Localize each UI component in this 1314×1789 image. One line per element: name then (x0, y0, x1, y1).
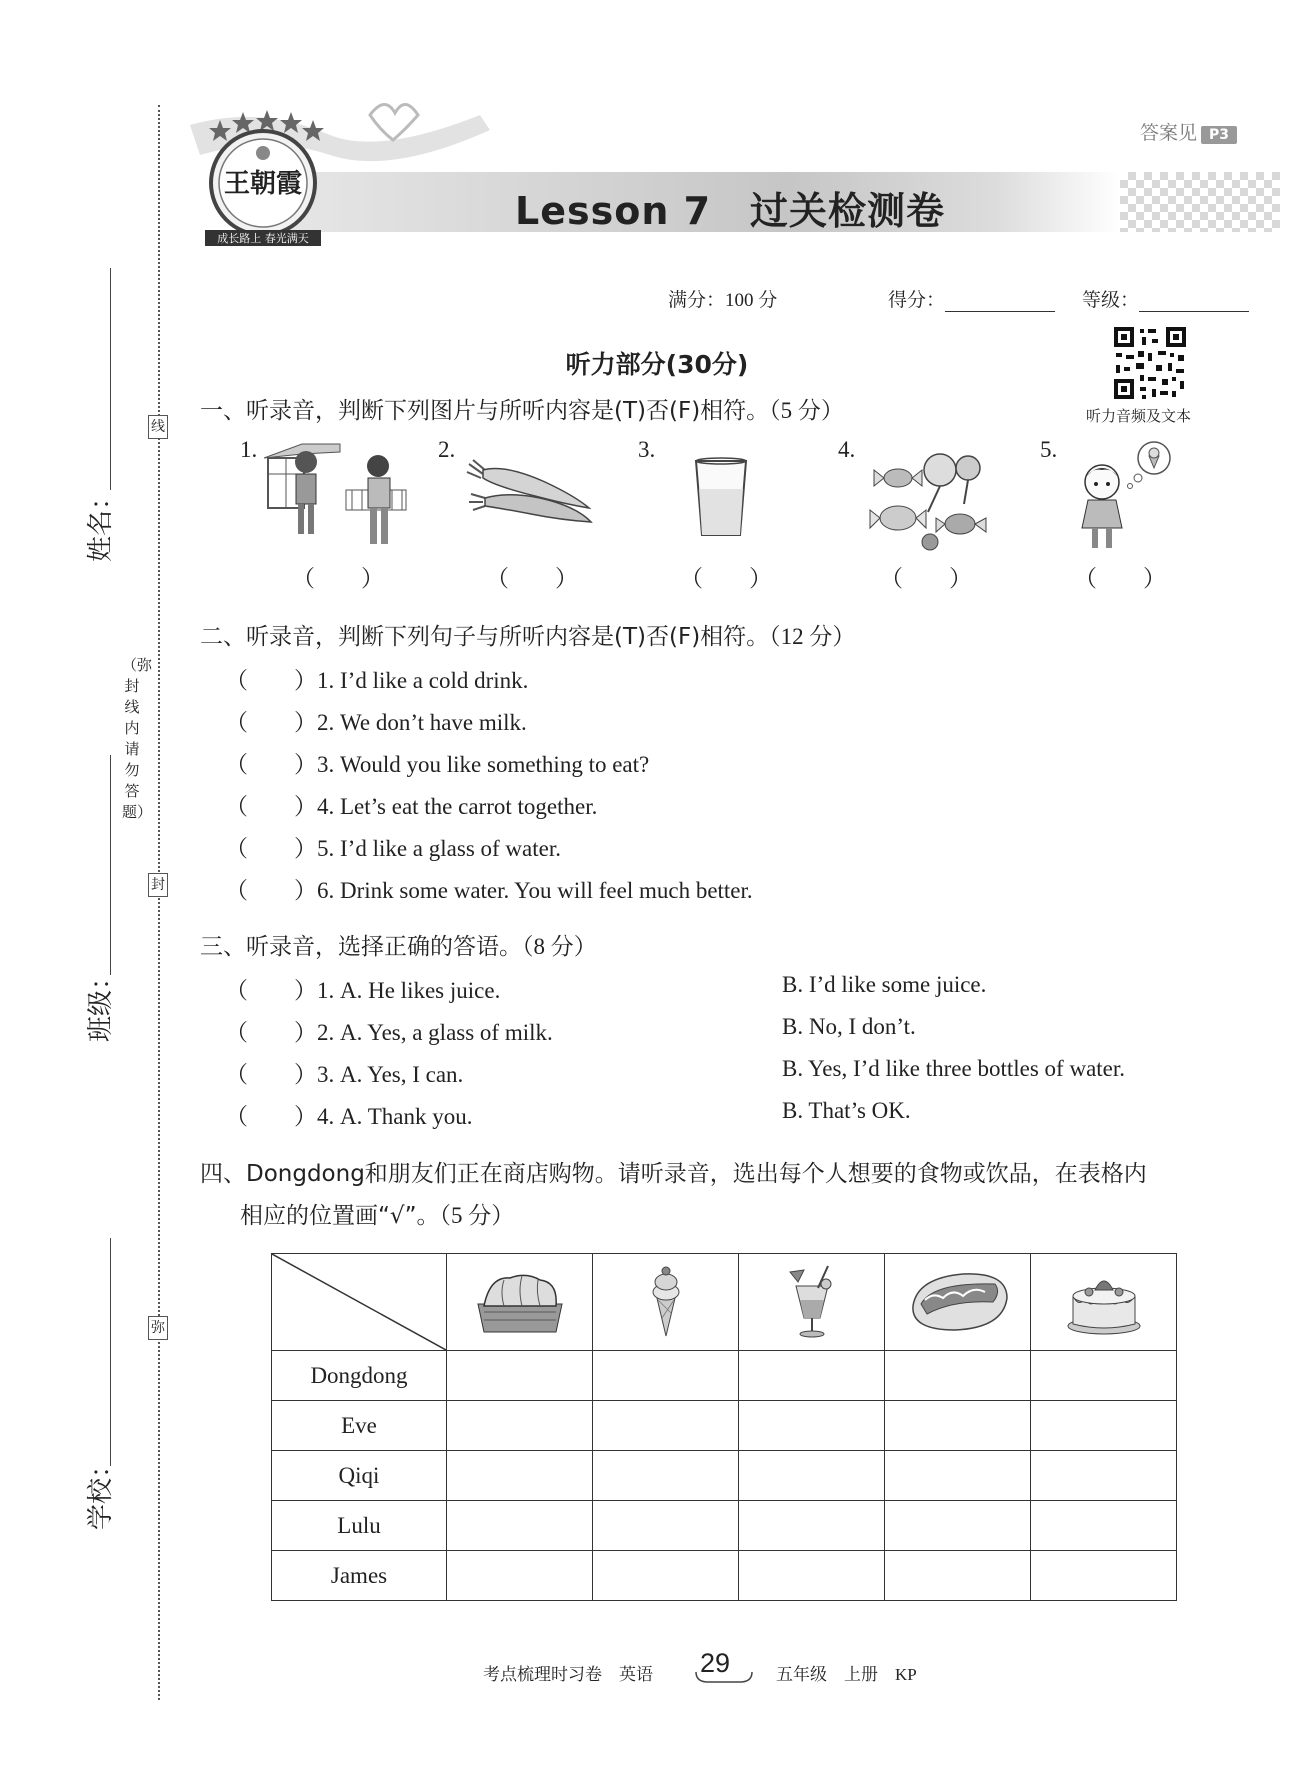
answer-cell[interactable] (739, 1551, 885, 1601)
q1-item-num: 1. (240, 437, 258, 462)
score-field (888, 285, 1055, 312)
grade-blank[interactable] (1139, 291, 1249, 312)
q1-answer-paren[interactable]: （ ） (292, 566, 384, 591)
person-name-cell: Lulu (272, 1501, 447, 1551)
carrots-icon (465, 458, 595, 528)
q2-answer-paren[interactable]: （ ） (225, 794, 317, 819)
seal-mark-mi: 弥 (148, 1316, 168, 1340)
q2-points: （12 分） (769, 624, 856, 649)
answer-cell[interactable] (739, 1351, 885, 1401)
page-number: 29 (700, 1648, 731, 1678)
q2-item (225, 788, 597, 821)
answer-cell[interactable] (1031, 1501, 1177, 1551)
class-blank[interactable] (110, 755, 111, 975)
answer-cell[interactable] (885, 1401, 1031, 1451)
answer-cell[interactable] (739, 1401, 885, 1451)
answer-cell[interactable] (447, 1351, 593, 1401)
q3-item-option-a (225, 1014, 553, 1047)
q1-item-num: 2. (438, 437, 456, 462)
answer-cell[interactable] (447, 1551, 593, 1601)
shopping-table (271, 1253, 1177, 1601)
food-header-juice (739, 1254, 885, 1351)
children-house-icon (262, 440, 412, 555)
person-name-cell: Eve (272, 1401, 447, 1451)
answer-cell[interactable] (593, 1401, 739, 1451)
full-score: 满分：100 分 (668, 290, 778, 311)
wang-zhaoxia-logo (195, 108, 325, 258)
answer-cell[interactable] (593, 1351, 739, 1401)
q3-item-option-a (225, 972, 500, 1005)
person-name-cell: Qiqi (272, 1451, 447, 1501)
listening-section-title: 听力部分(30分) (565, 350, 749, 379)
q2-sentence: 2. We don’t have milk. (317, 710, 527, 735)
girl-ice-cream-icon (1066, 440, 1176, 555)
q3-answer-paren[interactable]: （ ） (225, 1062, 317, 1087)
footer-left: 考点梳理时习卷 英语 (483, 1665, 653, 1684)
food-header-hot-dog (885, 1254, 1031, 1351)
grade-label: 等级： (1082, 289, 1140, 311)
q3-option-b: B. I’d like some juice. (782, 972, 987, 997)
q1-answer-paren[interactable]: （ ） (680, 566, 772, 591)
q3-item-option-a (225, 1098, 472, 1131)
answer-cell[interactable] (447, 1401, 593, 1451)
q2-answer-paren[interactable]: （ ） (225, 878, 317, 903)
answer-cell[interactable] (1031, 1401, 1177, 1451)
answer-reference-label: 答案见 (1140, 122, 1198, 144)
q2-item (225, 704, 527, 737)
q2-item (225, 746, 649, 779)
seal-mark-line: 线 (148, 415, 168, 439)
q1-answer-paren[interactable]: （ ） (880, 566, 972, 591)
q1-item-num: 3. (638, 437, 656, 462)
q2-answer-paren[interactable]: （ ） (225, 752, 317, 777)
svg-text:王朝霞: 王朝霞 (223, 169, 303, 199)
food-header-bread (447, 1254, 593, 1351)
q1-item-num: 4. (838, 437, 856, 462)
q2-answer-paren[interactable]: （ ） (225, 668, 317, 693)
q3-heading (200, 928, 597, 961)
q1-heading-text: 一、听录音，判断下列图片与所听内容是(T)否(F)相符。 (200, 398, 770, 424)
name-label: 姓名： (86, 483, 116, 562)
food-header-cake (1031, 1254, 1177, 1351)
answer-cell[interactable] (739, 1451, 885, 1501)
class-label: 班级： (86, 963, 116, 1042)
qr-caption: 听力音频及文本 (1086, 409, 1192, 425)
q4-heading-line1: 四、Dongdong和朋友们正在商店购物。请听录音，选出每个人想要的食物或饮品，在表格内 (200, 1161, 1147, 1187)
q2-sentence: 5. I’d like a glass of water. (317, 836, 561, 861)
q3-option-b: B. Yes, I’d like three bottles of water. (782, 1056, 1126, 1081)
banner-checker-pattern (1120, 172, 1280, 232)
answer-cell[interactable] (593, 1551, 739, 1601)
food-header-ice-cream (593, 1254, 739, 1351)
juice-drink-icon (782, 1260, 842, 1340)
q3-answer-paren[interactable]: （ ） (225, 1020, 317, 1045)
q2-sentence: 3. Would you like something to eat? (317, 752, 650, 777)
q1-heading (200, 392, 844, 425)
q2-answer-paren[interactable]: （ ） (225, 836, 317, 861)
footer-right: 五年级 上册 KP (776, 1665, 917, 1684)
seal-note: （弥封线内请勿答题） (122, 656, 153, 821)
q3-option-a: 3. A. Yes, I can. (317, 1062, 464, 1087)
q3-option-b: B. That’s OK. (782, 1098, 911, 1123)
seal-mark-seal: 封 (148, 873, 168, 897)
answer-page-badge: P3 (1201, 126, 1237, 144)
answer-cell[interactable] (885, 1451, 1031, 1501)
q3-option-a: 1. A. He likes juice. (317, 978, 501, 1003)
svg-text:成长路上 春光满天: 成长路上 春光满天 (217, 232, 309, 245)
answer-cell[interactable] (1031, 1451, 1177, 1501)
answer-cell[interactable] (739, 1501, 885, 1551)
q1-item-num: 5. (1040, 437, 1058, 462)
q2-heading-text: 二、听录音，判断下列句子与所听内容是(T)否(F)相符。 (200, 624, 770, 650)
q3-option-b: B. No, I don’t. (782, 1014, 916, 1039)
q3-answer-paren[interactable]: （ ） (225, 978, 317, 1003)
school-label: 学校： (86, 1451, 116, 1530)
answer-cell[interactable] (885, 1551, 1031, 1601)
person-name-cell: James (272, 1551, 447, 1601)
q2-sentence: 4. Let’s eat the carrot together. (317, 794, 598, 819)
q3-item-option-a (225, 1056, 463, 1089)
q2-sentence: 6. Drink some water. You will feel much better. (317, 878, 753, 903)
person-name-cell: Dongdong (272, 1351, 447, 1401)
q2-heading (200, 618, 855, 651)
answer-cell[interactable] (593, 1501, 739, 1551)
q1-answer-paren[interactable]: （ ） (486, 566, 578, 591)
school-blank[interactable] (110, 1238, 111, 1466)
answer-reference (1140, 118, 1237, 145)
q2-sentence: 1. I’d like a cold drink. (317, 668, 529, 693)
bread-icon (470, 1264, 570, 1336)
answer-cell[interactable] (885, 1501, 1031, 1551)
score-blank[interactable] (945, 291, 1055, 312)
answer-cell[interactable] (1031, 1551, 1177, 1601)
table-corner-cell (272, 1254, 447, 1351)
q3-option-a: 4. A. Thank you. (317, 1104, 473, 1129)
page-title: Lesson 7 过关检测卷 (515, 189, 946, 233)
q2-answer-paren[interactable]: （ ） (225, 710, 317, 735)
candies-icon (868, 448, 993, 553)
q3-option-a: 2. A. Yes, a glass of milk. (317, 1020, 553, 1045)
cake-icon (1059, 1262, 1149, 1338)
q2-item (225, 872, 753, 905)
q1-answer-paren[interactable]: （ ） (1074, 566, 1166, 591)
ice-cream-icon (636, 1260, 696, 1340)
q4-points: （5 分） (439, 1203, 515, 1228)
q2-item (225, 830, 561, 863)
q2-item (225, 662, 528, 695)
q3-answer-paren[interactable]: （ ） (225, 1104, 317, 1129)
q3-heading-text: 三、听录音，选择正确的答语。 (200, 934, 522, 960)
q3-points: （8 分） (522, 934, 597, 959)
diagonal-line (272, 1254, 446, 1350)
q1-points: （5 分） (769, 398, 844, 423)
grade-field (1082, 285, 1249, 312)
answer-cell[interactable] (1031, 1351, 1177, 1401)
q4-heading-line2 (240, 1197, 514, 1230)
answer-cell[interactable] (885, 1351, 1031, 1401)
glass-water-icon (692, 455, 750, 540)
answer-cell[interactable] (447, 1451, 593, 1501)
hot-dog-icon (903, 1262, 1013, 1338)
score-label: 得分： (888, 289, 946, 311)
answer-cell[interactable] (593, 1451, 739, 1501)
answer-cell[interactable] (447, 1501, 593, 1551)
q4-heading-text: 相应的位置画“√”。 (240, 1203, 440, 1229)
